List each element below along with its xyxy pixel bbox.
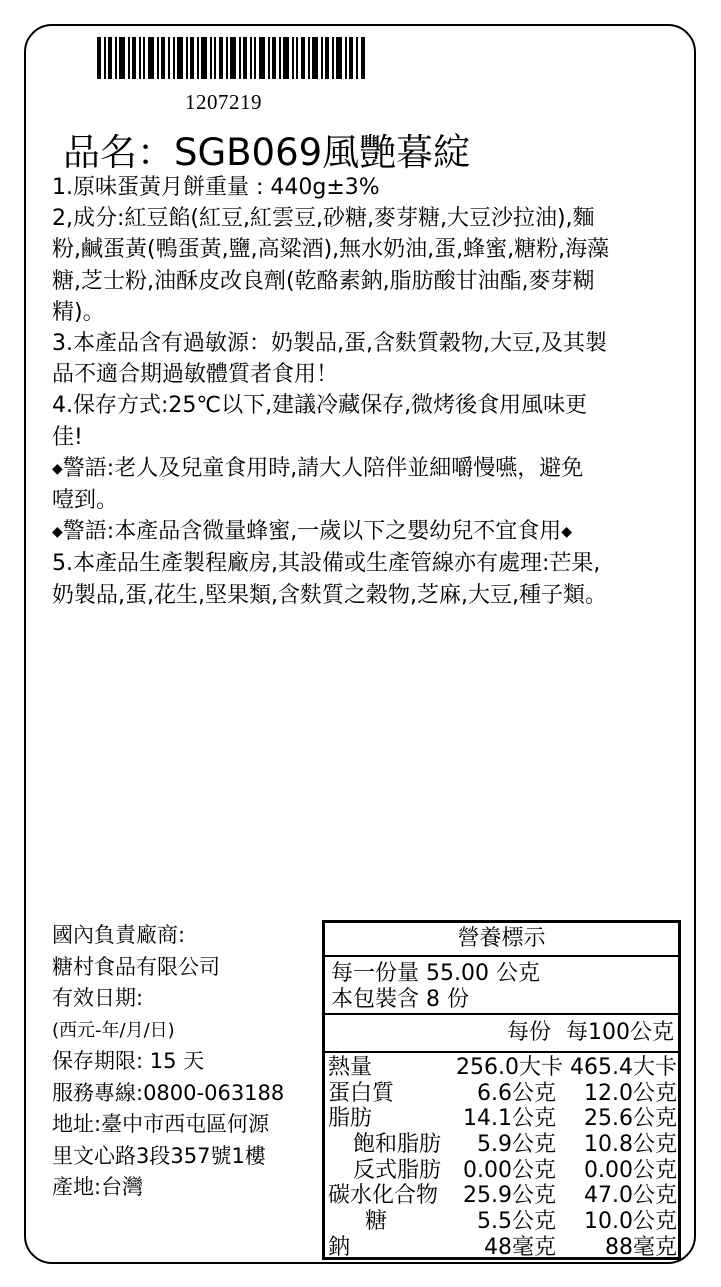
storage-line: 4.保存方式:25℃以下,建議冷藏保存,微烤後食用風味更 [52,393,588,419]
per-100g-value: 465.4大卡 [570,1055,677,1080]
per-serving-value: 25.9公克 [463,1183,556,1209]
nutrition-title: 營養標示 [325,923,678,957]
serving-size: 每一份量 55.00 公克 [331,961,540,986]
expiry-label: 有效日期: [52,986,144,1010]
warning-line: ◆警語:老人及兒童食用時,請大人陪伴並細嚼慢嚥，避免 [52,455,584,481]
per-100g-value: 0.00公克 [584,1157,677,1183]
diamond-icon: ◆ [52,460,63,477]
per-serving-value: 48毫克 [484,1234,556,1260]
address-line: 里文心路3段357號1樓 [52,1143,266,1168]
per-100g-value: 10.8公克 [584,1132,677,1158]
per-100g-value: 12.0公克 [584,1080,677,1106]
weight-line: 1.原味蛋黃月餅重量 : 440g±3% [52,175,380,200]
nutrition-row [325,1235,678,1261]
manufacturer-label: 國內負責廠商: [52,923,186,947]
expiry-format: (西元-年/月/日) [52,1019,175,1041]
shelf-life: 保存期限: 15 天 [52,1049,205,1073]
facility-line: 5.本產品生產製程廠房,其設備或生產管線亦有處理:芒果, [52,551,601,577]
barcode-number: 1207219 [185,90,262,114]
honey-warning-line: ◆警語:本產品含微量蜂蜜,一歲以下之嬰幼兒不宜食用◆ [52,519,572,545]
per-100g-value: 25.6公克 [584,1106,677,1132]
servings-per-pack: 本包裝含 8 份 [331,987,469,1012]
nutrition-row [325,1081,678,1107]
diamond-icon: ◆ [561,524,572,541]
warning-line: 噎到。 [52,488,119,514]
product-name: 品名：SGB069風艷暮綻 [63,131,471,174]
per-serving-header: 每份 [506,1020,551,1045]
ingredients-line: 粉,鹹蛋黃(鴨蛋黃,鹽,高粱酒),無水奶油,蛋,蜂蜜,糖粉,海藻 [52,237,610,263]
nutrient-name: 反式脂肪 [353,1157,442,1183]
nutrient-name: 脂肪 [328,1106,373,1132]
nutrient-name: 糖 [365,1209,388,1235]
per-serving-value: 0.00公克 [463,1157,556,1183]
manufacturer-info [52,920,327,1204]
nutrition-rows [325,1053,678,1261]
ingredients-line: 糖,芝士粉,油酥皮改良劑(乾酪素鈉,脂肪酸甘油酯,麥芽糊 [52,268,595,294]
nutrition-row [325,1209,678,1235]
allergen-line: 品不適合期過敏體質者食用！ [52,362,339,388]
nutrient-name: 碳水化合物 [328,1183,439,1209]
nutrition-row [325,1158,678,1184]
diamond-icon: ◆ [52,524,63,541]
nutrient-name: 蛋白質 [328,1080,395,1106]
manufacturer-name: 糖村食品有限公司 [52,954,220,979]
per-100g-header: 每100公克 [566,1020,674,1045]
nutrition-row [325,1183,678,1209]
storage-line: 佳! [52,424,83,450]
barcode [97,37,365,79]
ingredients-line: 精)。 [52,299,105,325]
nutrient-name: 熱量 [328,1055,373,1080]
per-serving-value: 14.1公克 [463,1106,556,1132]
serving-info [325,957,678,1015]
per-serving-value: 6.6公克 [477,1080,556,1106]
nutrition-row [325,1055,678,1081]
per-100g-value: 88毫克 [605,1234,677,1260]
facility-line: 奶製品,蛋,花生,堅果類,含麩質之穀物,芝麻,大豆,種子類。 [52,582,607,608]
nutrition-table [322,920,681,1260]
per-serving-value: 5.9公克 [477,1132,556,1158]
per-100g-value: 10.0公克 [584,1209,677,1235]
nutrition-row [325,1106,678,1132]
per-serving-value: 256.0大卡 [456,1055,563,1080]
service-hotline: 服務專線:0800-063188 [52,1080,285,1105]
per-100g-value: 47.0公克 [584,1183,677,1209]
nutrient-name: 鈉 [328,1234,351,1260]
nutrition-row [325,1132,678,1158]
address-line: 地址:臺中市西屯區何源 [52,1112,270,1136]
ingredients-line: 2,成分:紅豆餡(紅豆,紅雲豆,砂糖,麥芽糖,大豆沙拉油),麵 [52,206,595,232]
product-info [52,172,682,611]
per-serving-value: 5.5公克 [477,1209,556,1235]
nutrition-header [325,1015,678,1053]
allergen-line: 3.本產品含有過敏源：奶製品,蛋,含麩質穀物,大豆,及其製 [52,331,607,357]
nutrient-name: 飽和脂肪 [353,1132,442,1158]
origin: 產地:台灣 [52,1175,144,1199]
